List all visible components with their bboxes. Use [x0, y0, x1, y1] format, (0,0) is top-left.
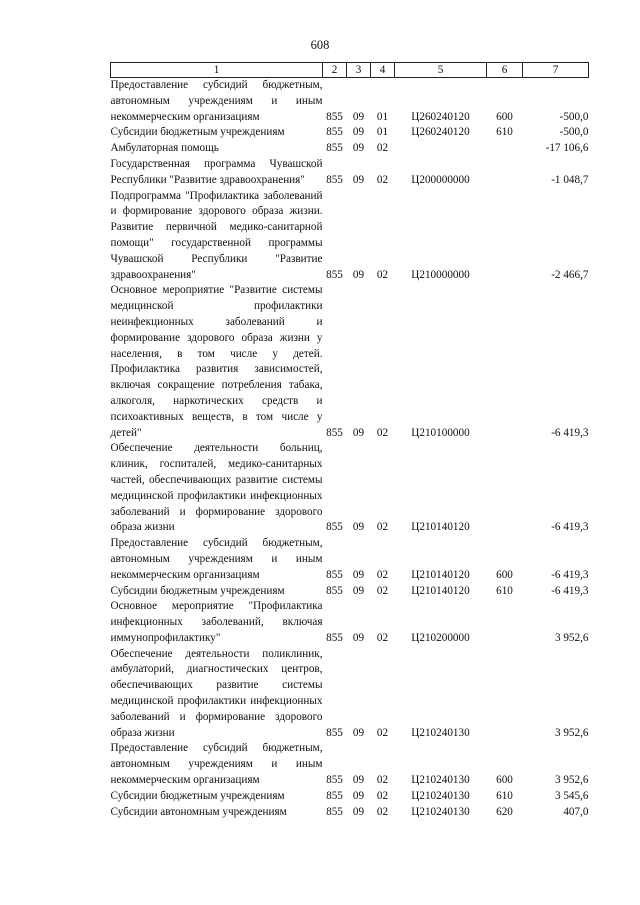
row-rz: 09 — [352, 126, 365, 139]
row-csr: Ц210140120 — [411, 584, 470, 597]
row-sum: 407,0 — [563, 805, 589, 818]
table-row — [111, 125, 589, 141]
table-row — [111, 78, 589, 126]
row-name: Предоставление субсидий бюджетным, автономным учреждениям и иным некоммерческим организациям — [110, 79, 323, 123]
table-row — [111, 647, 589, 742]
row-gr: 855 — [326, 568, 343, 581]
row-pr: 01 — [376, 126, 389, 139]
row-gr: 855 — [326, 142, 343, 155]
row-csr: Ц260240120 — [411, 126, 470, 139]
header-col-2: 2 — [323, 63, 347, 78]
row-csr: Ц210240130 — [411, 789, 470, 802]
row-csr: Ц210140120 — [411, 568, 470, 581]
row-sum: -500,0 — [559, 110, 589, 123]
row-sum: -500,0 — [559, 126, 589, 139]
header-col-4: 4 — [371, 63, 395, 78]
row-csr: Ц210000000 — [411, 268, 470, 281]
row-pr: 02 — [376, 774, 389, 787]
row-name: Основное мероприятие "Профилактика инфекционных заболеваний, включая иммунопрофилактику" — [110, 600, 323, 644]
table-row — [111, 189, 589, 284]
row-name: Обеспечение деятельности поликлиник, амбулаторий, диагностических центров, обеспечивающих развитие системы медицинской профилактики инфекционных заболеваний и формирование здорового образа жизни — [110, 647, 323, 739]
table-row — [111, 805, 589, 821]
row-vr: 610 — [496, 789, 513, 802]
row-pr: 01 — [376, 110, 389, 123]
row-gr: 855 — [326, 726, 343, 739]
row-vr: 600 — [496, 774, 513, 787]
table-row — [111, 599, 589, 646]
row-vr — [487, 599, 523, 646]
row-vr — [487, 441, 523, 536]
row-pr: 02 — [376, 568, 389, 581]
row-pr: 02 — [376, 789, 389, 802]
row-vr: 610 — [496, 584, 513, 597]
row-sum: -6 419,3 — [551, 568, 589, 581]
row-name: Предоставление субсидий бюджетным, автономным учреждениям и иным некоммерческим организациям — [110, 537, 323, 581]
row-gr: 855 — [326, 789, 343, 802]
row-gr: 855 — [326, 110, 343, 123]
budget-table — [110, 62, 589, 820]
row-gr: 855 — [326, 268, 343, 281]
row-rz: 09 — [352, 521, 365, 534]
row-sum: 3 952,6 — [554, 726, 589, 739]
row-sum: -6 419,3 — [551, 426, 589, 439]
row-rz: 09 — [352, 110, 365, 123]
row-pr: 02 — [376, 726, 389, 739]
row-sum: -17 106,6 — [545, 142, 589, 155]
row-vr — [487, 647, 523, 742]
row-vr — [487, 157, 523, 189]
row-gr: 855 — [326, 584, 343, 597]
page-number: 608 — [310, 38, 330, 52]
row-rz: 09 — [352, 774, 365, 787]
row-rz: 09 — [352, 789, 365, 802]
row-gr: 855 — [326, 426, 343, 439]
row-csr: Ц210100000 — [411, 426, 470, 439]
table-header — [111, 63, 589, 78]
row-pr: 02 — [376, 426, 389, 439]
row-pr: 02 — [376, 521, 389, 534]
row-rz: 09 — [352, 568, 365, 581]
row-sum: -1 048,7 — [551, 173, 589, 186]
row-csr: Ц210240130 — [411, 726, 470, 739]
row-sum: -6 419,3 — [551, 584, 589, 597]
row-name: Амбулаторная помощь — [110, 142, 219, 155]
row-csr: Ц260240120 — [411, 110, 470, 123]
row-sum: 3 952,6 — [554, 774, 589, 787]
row-gr: 855 — [326, 805, 343, 818]
row-name: Обеспечение деятельности больниц, клиник, госпиталей, медико-санитарных частей, обеспечивающих развитие системы медицинской профилактики инфекционных заболеваний и формирование здорового образа жизни — [110, 442, 323, 534]
row-rz: 09 — [352, 268, 365, 281]
row-sum: -6 419,3 — [551, 521, 589, 534]
row-rz: 09 — [352, 631, 365, 644]
row-name: Субсидии бюджетным учреждениям — [110, 126, 285, 139]
table-body — [111, 78, 589, 821]
row-csr: Ц210240130 — [411, 805, 470, 818]
row-gr: 855 — [326, 521, 343, 534]
row-csr — [395, 141, 487, 157]
table-row — [111, 789, 589, 805]
row-pr: 02 — [376, 268, 389, 281]
row-gr: 855 — [326, 126, 343, 139]
row-rz: 09 — [352, 805, 365, 818]
row-gr: 855 — [326, 631, 343, 644]
row-csr: Ц210140120 — [411, 521, 470, 534]
table-row — [111, 584, 589, 600]
row-rz: 09 — [352, 142, 365, 155]
row-rz: 09 — [352, 173, 365, 186]
header-col-5: 5 — [395, 63, 487, 78]
row-vr: 610 — [496, 126, 513, 139]
row-sum: 3 952,6 — [554, 631, 589, 644]
row-csr: Ц200000000 — [411, 173, 470, 186]
row-rz: 09 — [352, 584, 365, 597]
row-gr: 855 — [326, 774, 343, 787]
row-vr — [487, 189, 523, 284]
table-row — [111, 283, 589, 441]
header-col-6: 6 — [487, 63, 523, 78]
row-name: Предоставление субсидий бюджетным, автономным учреждениям и иным некоммерческим организациям — [110, 742, 323, 787]
row-vr: 600 — [496, 568, 513, 581]
row-rz: 09 — [352, 726, 365, 739]
row-pr: 02 — [376, 805, 389, 818]
header-col-3: 3 — [347, 63, 371, 78]
row-name: Подпрограмма "Профилактика заболеваний и формирование здорового образа жизни. Развитие первичной медико-санитарной помощи" государственной программы Чувашской Республики "Развитие здравоохранения" — [110, 189, 323, 281]
row-csr: Ц210200000 — [411, 631, 470, 644]
row-name: Основное мероприятие "Развитие системы медицинской профилактики неинфекционных заболеваний и формирование здорового образа жизни у населения, в том числе у детей. Профилактика развития зависимостей, включая сокращение потребления табака, алкоголя, наркотических средств и психоактивных веществ, в том числе у детей" — [110, 284, 323, 439]
row-vr — [487, 141, 523, 157]
row-pr: 02 — [376, 142, 389, 155]
row-name: Субсидии бюджетным учреждениям — [110, 789, 285, 802]
row-gr: 855 — [326, 173, 343, 186]
row-csr: Ц210240130 — [411, 774, 470, 787]
table-row — [111, 157, 589, 189]
table-row — [111, 536, 589, 583]
row-rz: 09 — [352, 426, 365, 439]
row-name: Государственная программа Чувашской Республики "Развитие здравоохранения" — [110, 157, 323, 186]
row-sum: 3 545,6 — [554, 789, 589, 802]
header-row — [111, 63, 589, 78]
row-vr: 600 — [496, 110, 513, 123]
row-pr: 02 — [376, 631, 389, 644]
table-row — [111, 441, 589, 536]
table-row — [111, 141, 589, 157]
row-pr: 02 — [376, 584, 389, 597]
row-name: Субсидии автономным учреждениям — [110, 805, 287, 818]
header-col-7: 7 — [523, 63, 589, 78]
row-vr — [487, 283, 523, 441]
row-name: Субсидии бюджетным учреждениям — [110, 584, 285, 597]
header-col-1: 1 — [111, 63, 323, 78]
row-pr: 02 — [376, 173, 389, 186]
row-sum: -2 466,7 — [551, 268, 589, 281]
row-vr: 620 — [496, 805, 513, 818]
table-row — [111, 741, 589, 788]
